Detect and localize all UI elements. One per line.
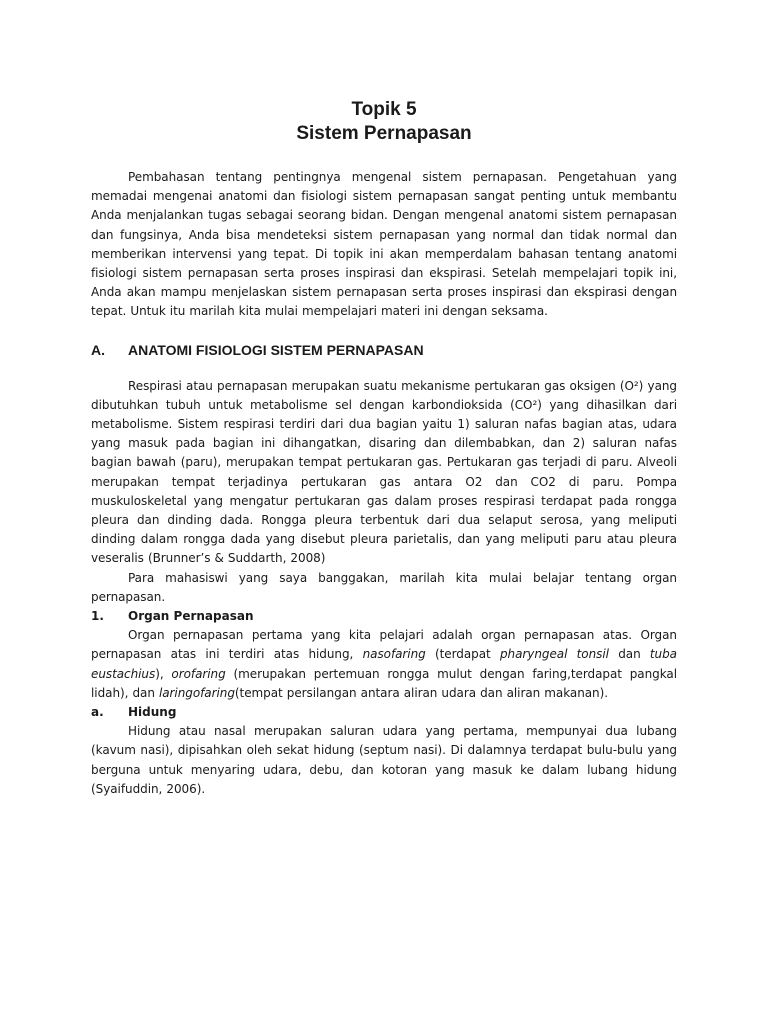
respirasi-paragraph: Respirasi atau pernapasan merupakan suatu mekanisme pertukaran gas oksigen (O²) yang dibutuhkan tubuh untuk metabolisme sel dengan karbondioksida (CO²) yang dihasilkan dari metabolisme. Sistem respirasi terdiri dari dua bagian yaitu 1) saluran nafas bagian atas, udara yang masuk pada bagian ini dihangatkan, disaring dan dilembabkan, dan 2) saluran nafas bagian bawah (paru), merupakan tempat pertukaran gas. Pertukaran gas terjadi di paru. Alveoli merupakan tempat terjadinya pertukaran gas antara O2 dan CO2 di paru. Pompa muskuloskeletal yang mengatur pertukaran gas dalam proses respirasi terdapat pada rongga pleura dan dinding dada. Rongga pleura terbentuk dari dua selaput serosa, yang meliputi dinding dalam rongga dada yang disebut pleura parietalis, dan yang meliputi paru atau pleura veseralis (Brunner’s & Suddarth, 2008) — [91, 378, 677, 566]
mahasiswi-paragraph: Para mahasiswi yang saya banggakan, marilah kita mulai belajar tentang organ pernapasan. — [91, 570, 677, 604]
term-tuba-eustachius: tuba eustachius — [91, 647, 677, 681]
subsection-title: Organ Pernapasan — [128, 609, 254, 624]
organ-text: (terdapat — [425, 647, 500, 662]
intro-paragraph: Pembahasan tentang pentingnya mengenal sistem pernapasan. Pengetahuan yang memadai mengenai anatomi dan fisiologi sistem pernapasan sangat penting untuk membantu Anda menjalankan tugas sebagai seorang bidan. Dengan mengenal anatomi sistem pernapasan dan fungsinya, Anda bisa mendeteksi sistem pernapasan yang normal dan tidak normal dan memberikan intervensi yang tepat. Di topik ini akan memperdalam bahasan tentang anatomi fisiologi sistem pernapasan serta proses inspirasi dan ekspirasi. Setelah mempelajari topik ini, Anda akan mampu menjelaskan sistem pernapasan serta proses inspirasi dan ekspirasi dengan tepat. Untuk itu marilah kita mulai mempelajari materi ini dengan seksama. — [91, 170, 677, 319]
title-line-subject: Sistem Pernapasan — [296, 123, 472, 144]
organ-text: ), — [155, 666, 172, 681]
section-title: ANATOMI FISIOLOGI SISTEM PERNAPASAN — [128, 341, 424, 358]
organ-text: Organ pernapasan pertama yang kita pelajari adalah organ pernapasan atas. Organ pernapasan atas ini terdiri atas hidung, — [91, 628, 677, 662]
page-title — [91, 98, 677, 146]
subsection-heading-hidung — [91, 703, 677, 722]
section-heading-a — [91, 341, 677, 359]
organ-text: (tempat persilangan antara aliran udara dan aliran makanan). — [234, 685, 608, 700]
subsection-marker: a. — [91, 705, 104, 720]
subsection-title: Hidung — [128, 705, 177, 720]
organ-paragraph — [91, 626, 677, 703]
term-orofaring: orofaring — [171, 666, 226, 681]
term-pharyngeal-tonsil: pharyngeal tonsil — [499, 647, 609, 662]
document-page — [91, 98, 677, 799]
subsection-marker: 1. — [91, 609, 104, 624]
title-line-topic: Topik 5 — [351, 99, 417, 120]
organ-text: (merupakan pertemuan rongga mulut dengan faring,terdapat pangkal lidah), dan — [91, 666, 677, 700]
term-laringofaring: laringofaring — [158, 685, 235, 700]
term-nasofaring: nasofaring — [362, 647, 426, 662]
hidung-paragraph: Hidung atau nasal merupakan saluran udara yang pertama, mempunyai dua lubang (kavum nasi), dipisahkan oleh sekat hidung (septum nasi). Di dalamnya terdapat bulu-bulu yang berguna untuk menyaring udara, debu, dan kotoran yang masuk ke dalam lubang hidung (Syaifuddin, 2006). — [91, 724, 677, 796]
organ-text: dan — [608, 647, 650, 662]
subsection-heading-organ — [91, 607, 677, 626]
section-marker: A. — [91, 341, 105, 358]
